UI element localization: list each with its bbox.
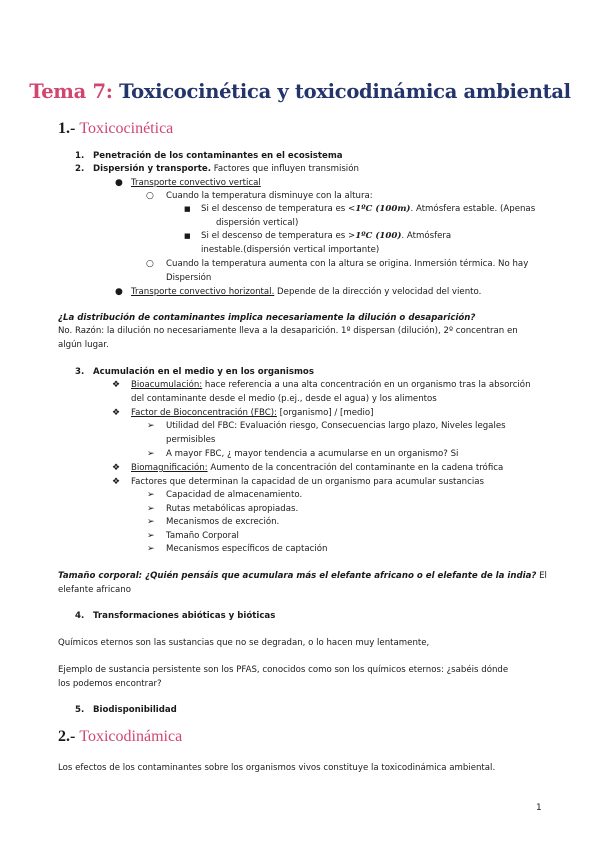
bullet-icon: ● xyxy=(115,287,123,297)
section-number: 2.- xyxy=(58,728,76,745)
diamond-bullet-icon: ❖ xyxy=(112,408,121,418)
list-item: Utilidad del FBC: Evaluación riesgo, Consecuencias largo plazo, Niveles legales xyxy=(166,421,506,431)
list-item-continued: dispersión vertical) xyxy=(216,218,299,228)
list-item: Si el descenso de temperatura es >1ºC (100). Atmósfera xyxy=(201,231,452,241)
list-item: A mayor FBC, ¿ mayor tendencia a acumularse en un organismo? Si xyxy=(166,449,459,459)
list-item: Transporte convectivo horizontal. Depende de la dirección y velocidad del viento. xyxy=(131,287,482,297)
arrow-bullet-icon: ➢ xyxy=(147,517,155,527)
list-item: Biomagnificación: Aumento de la concentración del contaminante en la cadena trófica xyxy=(131,463,504,473)
section-heading-1 xyxy=(58,120,173,138)
section-name: Toxicocinética xyxy=(79,120,174,137)
list-number: 5. xyxy=(75,705,85,715)
square-bullet-icon: ■ xyxy=(184,232,191,240)
list-number: 1. xyxy=(75,151,85,161)
page-title xyxy=(0,80,600,103)
list-number: 4. xyxy=(75,611,85,621)
list-item: Transporte convectivo vertical xyxy=(131,178,261,188)
list-item: Penetración de los contaminantes en el ecosistema xyxy=(93,151,343,161)
list-item: Factores que determinan la capacidad de un organismo para acumular sustancias xyxy=(131,477,484,487)
list-item: Tamaño Corporal xyxy=(166,531,239,541)
arrow-bullet-icon: ➢ xyxy=(147,531,155,541)
diamond-bullet-icon: ❖ xyxy=(112,463,121,473)
arrow-bullet-icon: ➢ xyxy=(147,421,155,431)
paragraph: Químicos eternos son las sustancias que no se degradan, o lo hacen muy lentamente, xyxy=(58,638,430,648)
circle-bullet-icon: ○ xyxy=(146,259,154,269)
list-item: Transformaciones abióticas y bióticas xyxy=(93,611,276,621)
question-text: ¿La distribución de contaminantes implica necesariamente la dilución o desaparición? xyxy=(58,313,476,323)
list-item-continued: Dispersión xyxy=(166,273,212,283)
title-prefix: Tema 7: xyxy=(29,80,113,103)
list-item: Mecanismos específicos de captación xyxy=(166,544,328,554)
question-text: Tamaño corporal: ¿Quién pensáis que acumulara más el elefante africano o el elefante de la india? El xyxy=(58,571,547,581)
list-item: Acumulación en el medio y en los organismos xyxy=(93,367,314,377)
title-text: Toxicocinética y toxicodinámica ambiental xyxy=(119,80,571,103)
bullet-icon: ● xyxy=(115,178,123,188)
list-number: 3. xyxy=(75,367,85,377)
circle-bullet-icon: ○ xyxy=(146,191,154,201)
section-heading-2 xyxy=(58,728,182,746)
list-item: Si el descenso de temperatura es <1ºC (100m). Atmósfera estable. (Apenas xyxy=(201,204,536,214)
list-item: Rutas metabólicas apropiadas. xyxy=(166,504,299,514)
list-item-continued: del contaminante desde el medio (p.ej., desde el agua) y los alimentos xyxy=(131,394,437,404)
paragraph: los podemos encontrar? xyxy=(58,679,162,689)
list-item: Capacidad de almacenamiento. xyxy=(166,490,303,500)
section-name: Toxicodinámica xyxy=(79,728,183,745)
paragraph: Ejemplo de sustancia persistente son los PFAS, conocidos como son los químicos eternos: ¿sabéis dónde xyxy=(58,665,509,675)
list-item-continued: inestable.(dispersión vertical importante) xyxy=(201,245,380,255)
square-bullet-icon: ■ xyxy=(184,205,191,213)
diamond-bullet-icon: ❖ xyxy=(112,477,121,487)
list-item: Bioacumulación: hace referencia a una alta concentración en un organismo tras la absorción xyxy=(131,380,531,390)
section-number: 1.- xyxy=(58,120,76,137)
list-number: 2. xyxy=(75,164,85,174)
list-item: Factor de Bioconcentración (FBC): [organismo] / [medio] xyxy=(131,408,374,418)
page-number: 1 xyxy=(536,803,542,813)
diamond-bullet-icon: ❖ xyxy=(112,380,121,390)
list-item: Mecanismos de excreción. xyxy=(166,517,280,527)
answer-text: No. Razón: la dilución no necesariamente lleva a la desaparición. 1º dispersan (dilución), 2º concentran en xyxy=(58,326,518,336)
list-item: Dispersión y transporte. Factores que influyen transmisión xyxy=(93,164,359,174)
arrow-bullet-icon: ➢ xyxy=(147,490,155,500)
list-item: Biodisponibilidad xyxy=(93,705,177,715)
list-item-continued: permisibles xyxy=(166,435,216,445)
arrow-bullet-icon: ➢ xyxy=(147,449,155,459)
answer-text: elefante africano xyxy=(58,585,131,595)
arrow-bullet-icon: ➢ xyxy=(147,504,155,514)
list-item: Cuando la temperatura disminuye con la altura: xyxy=(166,191,373,201)
paragraph: Los efectos de los contaminantes sobre los organismos vivos constituye la toxicodinámica ambiental. xyxy=(58,763,496,773)
arrow-bullet-icon: ➢ xyxy=(147,544,155,554)
list-item: Cuando la temperatura aumenta con la altura se origina. Inmersión térmica. No hay xyxy=(166,259,529,269)
answer-text: algún lugar. xyxy=(58,340,109,350)
